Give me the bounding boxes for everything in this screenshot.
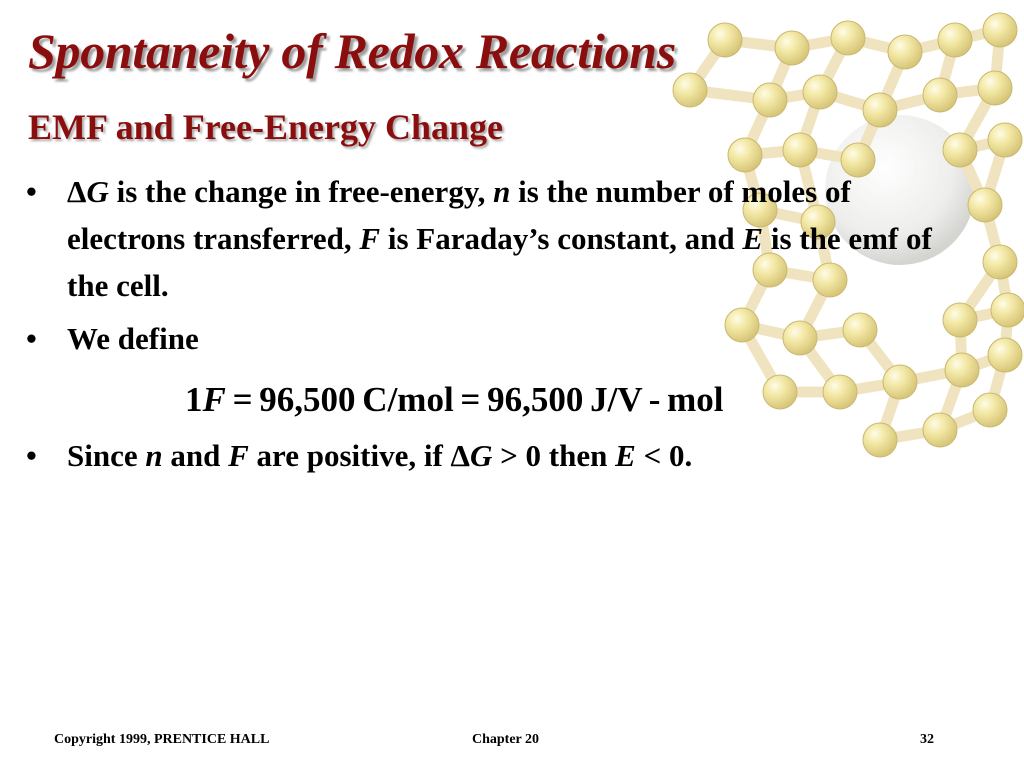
bullet-list-continued bbox=[26, 432, 946, 479]
var-f: F bbox=[359, 221, 381, 256]
molecule-atom bbox=[943, 303, 977, 337]
molecule-atom bbox=[823, 375, 857, 409]
bullet-free-energy-definition bbox=[26, 168, 946, 309]
text-fragment: We define bbox=[67, 321, 199, 356]
molecule-atom bbox=[991, 293, 1024, 327]
molecule-atom bbox=[775, 31, 809, 65]
text-fragment: and bbox=[162, 438, 229, 473]
molecule-atom bbox=[983, 245, 1017, 279]
footer-page-number: 32 bbox=[920, 732, 934, 747]
bullet-marker: • bbox=[26, 174, 37, 209]
equation-rhs: = 96,500 C/mol = 96,500 J/V - mol bbox=[225, 380, 724, 419]
delta-symbol: Δ bbox=[67, 174, 87, 209]
bullet-marker: • bbox=[26, 321, 37, 356]
molecule-atom bbox=[708, 23, 742, 57]
molecule-atom bbox=[831, 21, 865, 55]
text-fragment: is the emf of the cell. bbox=[67, 221, 932, 303]
text-fragment: is the change in free-energy, bbox=[108, 174, 494, 209]
molecule-atom bbox=[988, 338, 1022, 372]
var-f: F bbox=[202, 380, 226, 419]
footer-copyright: Copyright 1999, PRENTICE HALL bbox=[54, 732, 270, 747]
molecule-atom bbox=[753, 83, 787, 117]
molecule-atom bbox=[978, 71, 1012, 105]
text-fragment: is Faraday’s constant, and bbox=[380, 221, 743, 256]
molecule-atom bbox=[943, 133, 977, 167]
var-g: G bbox=[470, 438, 493, 473]
text-fragment: Since bbox=[67, 438, 146, 473]
var-e: E bbox=[615, 438, 636, 473]
slide-title: Spontaneity of Redox Reactions bbox=[28, 23, 676, 79]
bullet-marker: • bbox=[26, 438, 37, 473]
text-fragment: < 0. bbox=[635, 438, 693, 473]
equation-coefficient: 1 bbox=[185, 380, 203, 419]
molecule-atom bbox=[923, 78, 957, 112]
bullet-list bbox=[26, 168, 946, 362]
molecule-atom bbox=[938, 23, 972, 57]
text-fragment: > 0 then bbox=[492, 438, 616, 473]
molecule-atom bbox=[983, 13, 1017, 47]
molecule-atom bbox=[673, 73, 707, 107]
molecule-atom bbox=[988, 123, 1022, 157]
footer-chapter: Chapter 20 bbox=[472, 732, 540, 747]
molecule-atom bbox=[803, 75, 837, 109]
text-fragment: are positive, if Δ bbox=[248, 438, 470, 473]
bullet-sign-relationship bbox=[26, 432, 946, 479]
molecule-atom bbox=[863, 93, 897, 127]
molecule-atom bbox=[883, 365, 917, 399]
var-f: F bbox=[228, 438, 249, 473]
faraday-equation bbox=[185, 380, 724, 420]
var-e: E bbox=[742, 221, 764, 256]
molecule-atom bbox=[763, 375, 797, 409]
var-g: G bbox=[86, 174, 109, 209]
molecule-atom bbox=[783, 133, 817, 167]
var-n: n bbox=[493, 174, 511, 209]
var-n: n bbox=[145, 438, 163, 473]
molecule-atom bbox=[728, 138, 762, 172]
text-fragment: is the number of moles of electrons transferred, bbox=[67, 174, 851, 256]
molecule-atom bbox=[968, 188, 1002, 222]
molecule-atom bbox=[973, 393, 1007, 427]
bullet-we-define bbox=[26, 315, 946, 362]
molecule-atom bbox=[945, 353, 979, 387]
molecule-atom bbox=[888, 35, 922, 69]
slide-subtitle: EMF and Free-Energy Change bbox=[28, 107, 503, 147]
